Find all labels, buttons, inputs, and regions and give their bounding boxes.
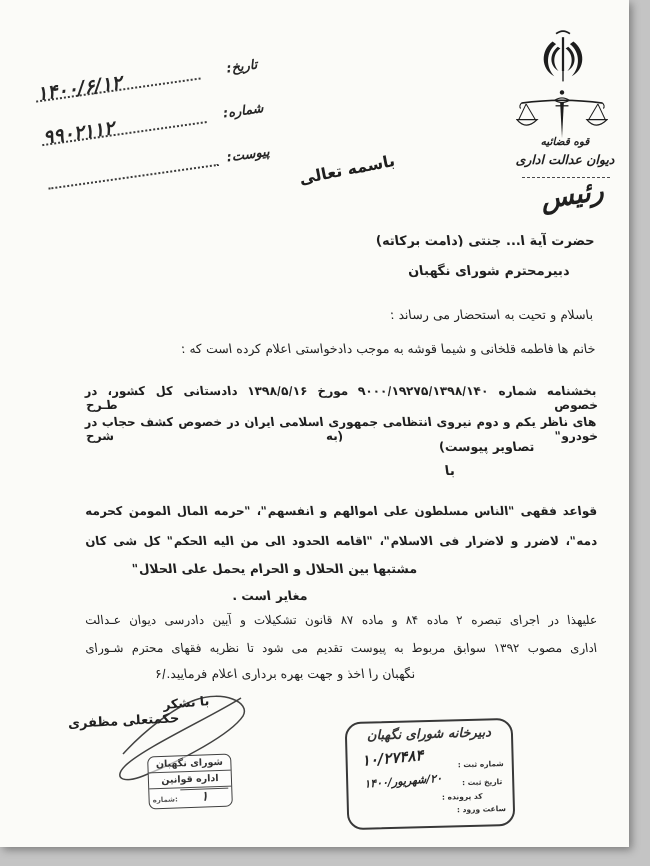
letterhead-court: دیوان عدالت اداری — [515, 152, 615, 167]
circular-line3: تصاویر پیوست) — [437, 439, 535, 454]
left-stamp-number-value: ۱ — [180, 788, 228, 806]
number-label: شماره: — [222, 101, 265, 122]
intro-line: خانم ها فاطمه قلخانی و شیما قوشه به موجب دادخواستی اعلام کرده است که : — [179, 341, 596, 356]
salutation: باسلام و تحیت به استحضار می رساند : — [389, 307, 594, 322]
left-stamp-line1: شورای نگهبان — [148, 755, 231, 774]
closing-line3: نگهبان را اخذ و جهت بهره برداری اعلام فرمایید./۶ — [154, 666, 416, 681]
signatory-name: حکمتعلی مظفری — [67, 711, 180, 732]
scales-of-justice-icon — [516, 88, 608, 142]
guardian-council-secretariat-stamp — [345, 718, 516, 830]
left-stamp-number-label: شماره: — [152, 795, 178, 805]
letter-meta-block — [27, 33, 271, 195]
signature-thanks: با تشکر — [162, 693, 210, 712]
iran-emblem-icon — [537, 26, 589, 90]
circular-connector: با — [444, 464, 456, 479]
left-stamp-line2: اداره قوانین — [149, 771, 232, 790]
entry-time-label: ساعت ورود : — [456, 804, 507, 815]
letterhead-org: قوه قضائیه — [540, 136, 590, 148]
registration-date-value: ۲۰/شهریور/۱۴۰۰ — [363, 771, 443, 791]
registration-number-value: ۱۰/۲۷۴۸۴ — [360, 746, 425, 770]
letterhead-role-signature: رئیس — [538, 175, 606, 216]
guardian-council-laws-office-stamp — [147, 754, 233, 810]
circular-line1: بخشنامه شماره ۹۰۰۰/۱۹۲۷۵/۱۳۹۸/۱۴۰ مورخ ۱۳۹۸/۵/۱۶ دادستانی کل کشور، در خصوص طـرح — [83, 384, 599, 412]
fiqh-line3: مشتبها بین الحلال و الحرام یحمل علی الحلال" — [131, 561, 418, 576]
closing-line2: اداری مصوب ۱۳۹۲ سوابق مربوط به پیوست تقدیم می شود تا نظریه فقهای محترم شـورای — [84, 641, 598, 655]
dotted-line — [48, 164, 219, 190]
right-stamp-title: دبیرخانه شورای نگهبان — [366, 725, 492, 744]
date-value: ۱۴۰۰/۶/۱۲ — [35, 71, 124, 106]
fiqh-line1: قواعد فقهی "الناس مسلطون علی اموالهم و انفسهم"، "حرمه المال المومن کحرمه — [84, 504, 598, 518]
registration-date-label: تاریخ ثبت : — [461, 777, 503, 788]
number-value: ۹۹۰۲۱۱۲ — [41, 117, 116, 149]
registration-number-label: شماره ثبت : — [457, 759, 504, 770]
case-code-label: کد پرونده : — [441, 791, 483, 802]
circular-line2: های ناظر یکم و دوم نیروی انتظامی جمهوری اسلامی ایران در خصوص کشف حجاب در خودرو" (به شرح — [83, 415, 599, 443]
fiqh-line2: دمه"، لاضرر و لاضرار فی الاسلام"، "اقامه الحدود الی من الیه الحکم" کل شی کان — [84, 534, 598, 548]
closing-line1: علیهذا در اجرای تبصره ۲ ماده ۸۴ و ماده ۸۷ قانون تشکیلات و آیین دادرسی دیوان عـدالت — [84, 613, 598, 627]
attachment-label: پیوست: — [225, 144, 271, 166]
recipient-line2: دبیرمحترم شورای نگهبان — [406, 264, 570, 279]
date-label: تاریخ: — [225, 57, 259, 77]
bismillah: باسمه تعالی — [297, 150, 397, 189]
fiqh-line4: مغایر است . — [230, 588, 308, 603]
recipient-line1: حضرت آیة ا... جنتی (دامت برکاته) — [375, 234, 596, 249]
left-stamp-number-row — [149, 787, 232, 809]
